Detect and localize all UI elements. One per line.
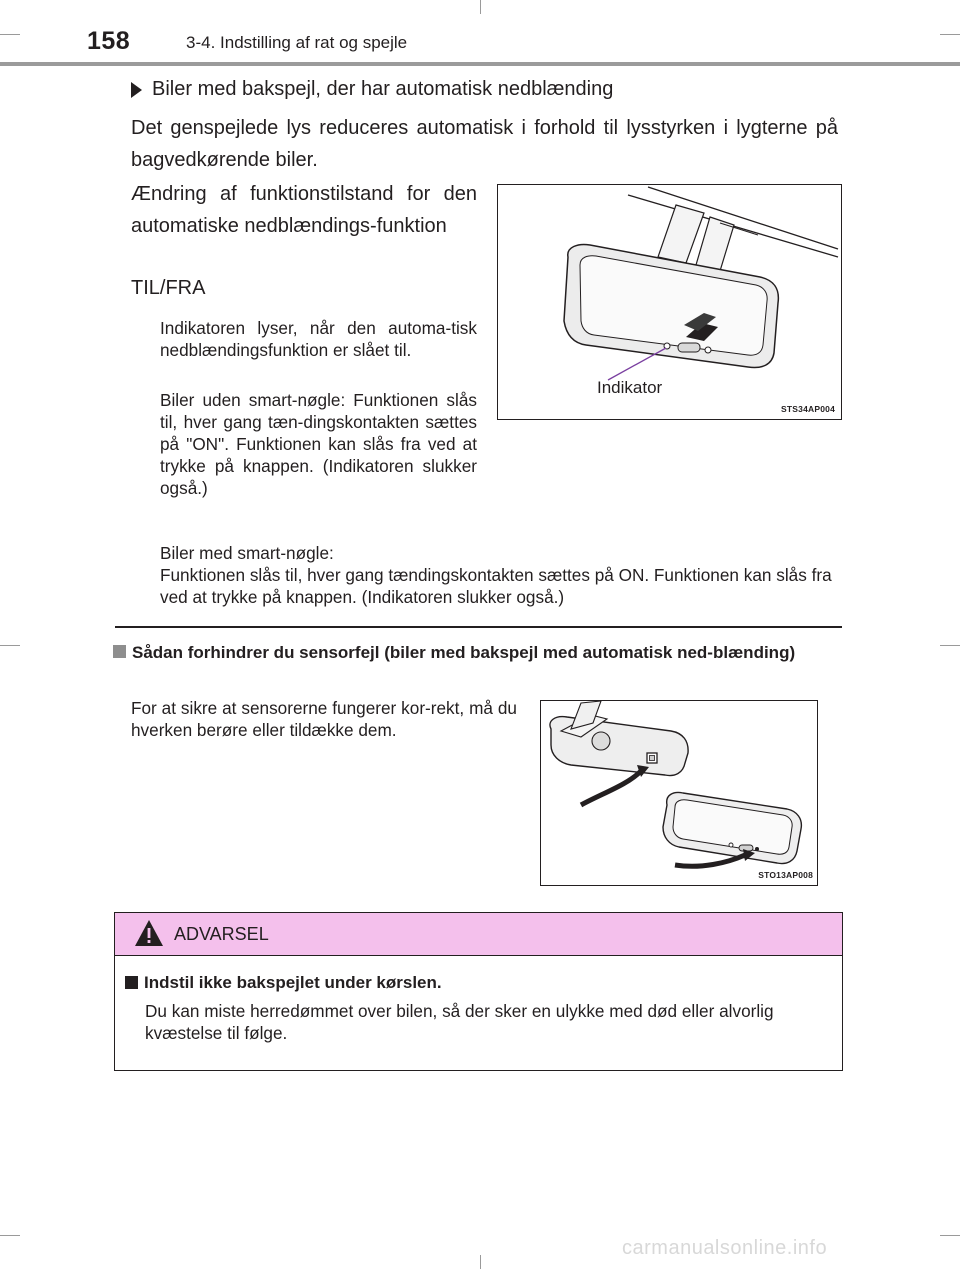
watermark: carmanualsonline.info <box>622 1237 828 1259</box>
warning-heading-text: Indstil ikke bakspejlet under kørslen. <box>144 973 442 992</box>
crop-mark <box>940 1235 960 1236</box>
crop-mark <box>0 34 20 35</box>
warning-title: ADVARSEL <box>174 924 269 944</box>
bullet-heading <box>131 78 613 101</box>
warning-box <box>114 912 843 1071</box>
crop-mark <box>940 34 960 35</box>
page-number: 158 <box>87 27 131 55</box>
warning-header <box>115 913 842 956</box>
figure-code: STO13AP008 <box>758 870 813 880</box>
indicator-callout: Indikator <box>597 378 663 397</box>
sensor-text: For at sikre at sensorerne fungerer kor-rekt, må du hverken berøre eller tildække dem. <box>131 698 517 740</box>
section-separator <box>115 626 842 628</box>
crop-mark <box>0 1235 20 1236</box>
sensor-heading-text: Sådan forhindrer du sensorfejl (biler med bakspejl med automatisk ned-blænding) <box>132 643 796 662</box>
crop-mark <box>940 645 960 646</box>
section-title: 3-4. Indstilling af rat og spejle <box>186 33 408 52</box>
crop-mark <box>480 0 481 14</box>
rearview-mirror-illustration <box>498 185 841 419</box>
triangle-bullet-icon <box>131 82 142 98</box>
mirror-sensor-illustration <box>541 701 817 885</box>
square-bullet-icon <box>113 645 126 658</box>
warning-text: Du kan miste herredømmet over bilen, så der sker en ulykke med død eller alvorlig kvæstelse til følge. <box>145 1001 774 1043</box>
header-rule <box>0 62 960 66</box>
warning-triangle-icon <box>134 919 164 947</box>
bullet-heading-text: Biler med bakspejl, der har automatisk nedblænding <box>152 78 614 100</box>
sensor-figure <box>540 700 818 886</box>
mirror-figure <box>497 184 842 420</box>
warning-heading <box>125 973 442 993</box>
smart-key-text: Funktionen slås til, hver gang tændingskontakten sættes på ON. Funktionen kan slås fra ved at trykke på knappen. (Indikatoren slukker også.) <box>160 565 832 607</box>
square-bullet-icon <box>125 976 138 989</box>
figure-code: STS34AP004 <box>781 404 835 414</box>
smart-key-label: Biler med smart-nøgle: <box>160 543 334 563</box>
sensor-heading <box>113 641 841 664</box>
intro-paragraph: Det genspejlede lys reduceres automatisk i forhold til lysstyrken i lygterne på bagvedkørende biler. <box>131 117 838 171</box>
on-off-label: TIL/FRA <box>131 277 206 299</box>
crop-mark <box>0 645 20 646</box>
crop-mark <box>480 1255 481 1269</box>
change-mode-paragraph: Ændring af funktionstilstand for den automatiske nedblændings-funktion <box>131 183 477 237</box>
no-smart-key-text: Biler uden smart-nøgle: Funktionen slås til, hver gang tæn-dingskontakten sættes på "ON". Funktionen kan slås fra ved at trykke på knappen. (Indikatoren slukker også.) <box>160 390 477 498</box>
indicator-text: Indikatoren lyser, når den automa-tisk nedblændingsfunktion er slået til. <box>160 318 477 360</box>
